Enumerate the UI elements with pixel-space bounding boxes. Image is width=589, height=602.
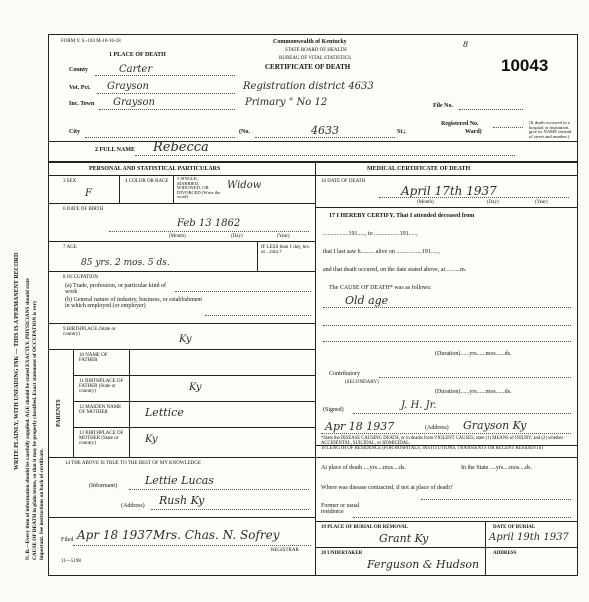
vot-label: Vot. Pct. (69, 85, 91, 91)
town-value: Grayson (113, 97, 155, 108)
vot-value: Grayson (107, 81, 149, 92)
dob-value: Feb 13 1862 (177, 218, 241, 229)
death-date-label: 16 DATE OF DEATH (321, 179, 366, 184)
dob-month: (Month) (169, 234, 186, 239)
age-value: 85 yrs. 2 mos. 5 ds. (81, 258, 170, 268)
personal-heading: PERSONAL AND STATISTICAL PARTICULARS (89, 166, 221, 172)
marital-label: 5 SINGLE, MARRIED, WIDOWED, OR DIVORCED (Write the word) (177, 176, 221, 200)
informant-address-value: Rush Ky (159, 494, 205, 507)
county-value: Carter (119, 64, 153, 75)
cause-label: The CAUSE OF DEATH* was as follows: (329, 285, 432, 291)
color-label: 4 COLOR OR RACE (125, 179, 169, 184)
hospital-note: (If death occurred in a hospital or institution, give its NAME instead of street and number.) (529, 120, 572, 139)
father-name-label: 10 NAME OF FATHER (79, 353, 108, 363)
knowledge-statement: 14 THE ABOVE IS TRUE TO THE BEST OF MY KNOWLEDGE (65, 461, 201, 466)
burial-date-value: April 19th 1937 (489, 532, 569, 543)
no-label: (No. (239, 129, 250, 135)
mother-birthplace-value: Ky (145, 434, 158, 445)
undertaker-address-label: ADDRESS (493, 551, 517, 556)
father-birthplace-label: 11 BIRTHPLACE OF FATHER (State or country) (79, 379, 124, 394)
form-code: FORM V. S.-103 M-10-16-18 (61, 39, 121, 44)
registrar-label: REGISTRAR (271, 548, 299, 553)
informant-label: (Informant) (89, 483, 117, 489)
signature-address-value: Grayson Ky (463, 419, 527, 432)
less-than-label: IF LESS than 1 day, hrs. or ...min.? (261, 245, 310, 255)
certify-text: 17 I HEREBY CERTIFY, That I attended deceased from (329, 213, 475, 219)
informant-value: Lettie Lucas (145, 474, 214, 487)
fullname-value: Rebecca (153, 140, 209, 155)
dob-label: 6 DATE OF BIRTH (63, 207, 104, 212)
fullname-label: 2 FULL NAME (95, 147, 136, 153)
sidebar-line-4: important. See instructions on back of certificate. (39, 448, 45, 560)
occupation-a: (a) Trade, profession, or particular kind of work (65, 283, 166, 295)
footer-code: 11—5198 (61, 559, 81, 564)
medical-heading: MEDICAL CERTIFICATE OF DEATH (367, 166, 471, 172)
undertaker-value: Ferguson & Hudson (367, 558, 480, 571)
sidebar-line-2: N. B.—Every item of information should be carefully supplied. AGE should be stated EXACTLY. PHYSICIANS should state (25, 278, 31, 560)
contributory-label: Contributory (329, 371, 360, 377)
primary-value: Primary " No 12 (245, 97, 328, 108)
certify-line-2: .................191....., to .................191....., (323, 231, 418, 237)
duration-1: (Duration)......yrs......mos......ds. (435, 351, 512, 357)
filed-date: Apr 18 1937 (77, 528, 153, 542)
town-label: Inc. Town (69, 101, 95, 107)
sidebar-line-3: CAUSE OF DEATH in plain terms, so that it may be properly classified. Exact statement of OCCUPATION is very (32, 300, 38, 560)
no-value: 4633 (311, 124, 339, 137)
informant-address-label: (Address) (121, 503, 145, 509)
registration-district: Registration district 4633 (243, 81, 374, 92)
death-year: (Year) (535, 200, 548, 205)
st-label: St.; (397, 129, 406, 135)
city-label: City (69, 129, 80, 135)
marital-value: Widow (227, 180, 262, 191)
place-heading: 1 PLACE OF DEATH (109, 52, 166, 58)
registrar-value: Mrs. Chas. N. Sofrey (153, 528, 280, 542)
cause-value: Old age (345, 294, 389, 307)
death-day: (Day) (487, 200, 499, 205)
signed-label: (Signed) (323, 407, 344, 413)
burial-place-value: Grant Ky (379, 532, 429, 545)
death-month: (Month) (417, 200, 434, 205)
burial-date-label: DATE OF BURIAL (493, 525, 536, 530)
birthplace-label: 9 BIRTHPLACE (State or country) (63, 327, 116, 337)
secondary-label: (SECONDARY) (345, 380, 379, 385)
parents-label: PARENTS (56, 399, 62, 427)
certificate-title: CERTIFICATE OF DEATH (265, 63, 351, 71)
in-the-state: In the State ....yrs....mos....ds. (461, 465, 532, 471)
board-title: STATE BOARD OF HEALTH (285, 48, 347, 53)
signed-value: J. H. Jr. (401, 400, 437, 411)
sex-value: F (85, 188, 92, 199)
dob-year: (Year) (277, 234, 290, 239)
burial-place-label: 19 PLACE OF BURIAL OR REMOVAL (321, 525, 409, 530)
mother-name-label: 12 MAIDEN NAME OF MOTHER (79, 405, 122, 415)
signature-date: Apr 18 1937 (325, 420, 395, 433)
occupation-label: 8 OCCUPATION (63, 275, 98, 280)
birthplace-value: Ky (179, 334, 192, 345)
residence-heading: 18 LENGTH OF RESIDENCE (FOR HOSPITALS, INSTITUTIONS, TRANSIENTS OR RECENT RESIDENTS) (321, 446, 543, 451)
bureau-title: BUREAU OF VITAL STATISTICS (279, 56, 351, 61)
age-label: 7 AGE (63, 245, 77, 250)
corner-mark: 8 (463, 40, 469, 49)
undertaker-label: 20 UNDERTAKER (321, 551, 363, 556)
at-place-of-death: At place of death ....yrs....mos....ds. (321, 465, 406, 471)
where-contracted: Where was disease contracted, if not at place of death? (321, 485, 453, 491)
mother-birthplace-label: 13 BIRTHPLACE OF MOTHER (State or country) (79, 431, 124, 446)
occupation-b: (b) General nature of industry, business, or establishment in which employed (or employer) (65, 297, 203, 309)
dob-day: (Day) (231, 234, 243, 239)
former-residence: Former or usual residence (321, 503, 360, 515)
sex-label: 3 SEX (63, 179, 77, 184)
mother-name-value: Lettice (145, 406, 184, 419)
ward-label: Ward) (465, 129, 482, 135)
death-date-value: April 17th 1937 (401, 184, 497, 198)
file-label: File No. (433, 103, 453, 109)
certify-line-4: and that death occured, on the date stated above, at .........m. (323, 267, 467, 273)
duration-2: (Duration)......yrs......mos......ds. (435, 389, 512, 395)
signature-address-label: (Address) (425, 425, 449, 431)
registered-label: Registered No. (441, 121, 479, 127)
certificate-form (48, 34, 578, 576)
sidebar-line-1: WRITE PLAINLY, WITH UNFADING INK — THIS IS A PERMANENT RECORD (14, 252, 20, 470)
county-label: County (69, 67, 89, 73)
filed-label: Filed (61, 537, 74, 543)
certificate-number: 10043 (501, 56, 549, 75)
certify-line-3: that I last saw h......... alive on .................191....., (323, 249, 440, 255)
commonwealth-title: Commonwealth of Kentucky (273, 39, 347, 45)
state-note: *State the DISEASE CAUSING DEATH, or in deaths from VIOLENT CAUSES, state (1) MEANS of INJURY; and (2) whether ACCIDENTAL, SUICIDAL, or HOMICIDAL. (321, 436, 564, 446)
father-birthplace-value: Ky (189, 382, 202, 393)
